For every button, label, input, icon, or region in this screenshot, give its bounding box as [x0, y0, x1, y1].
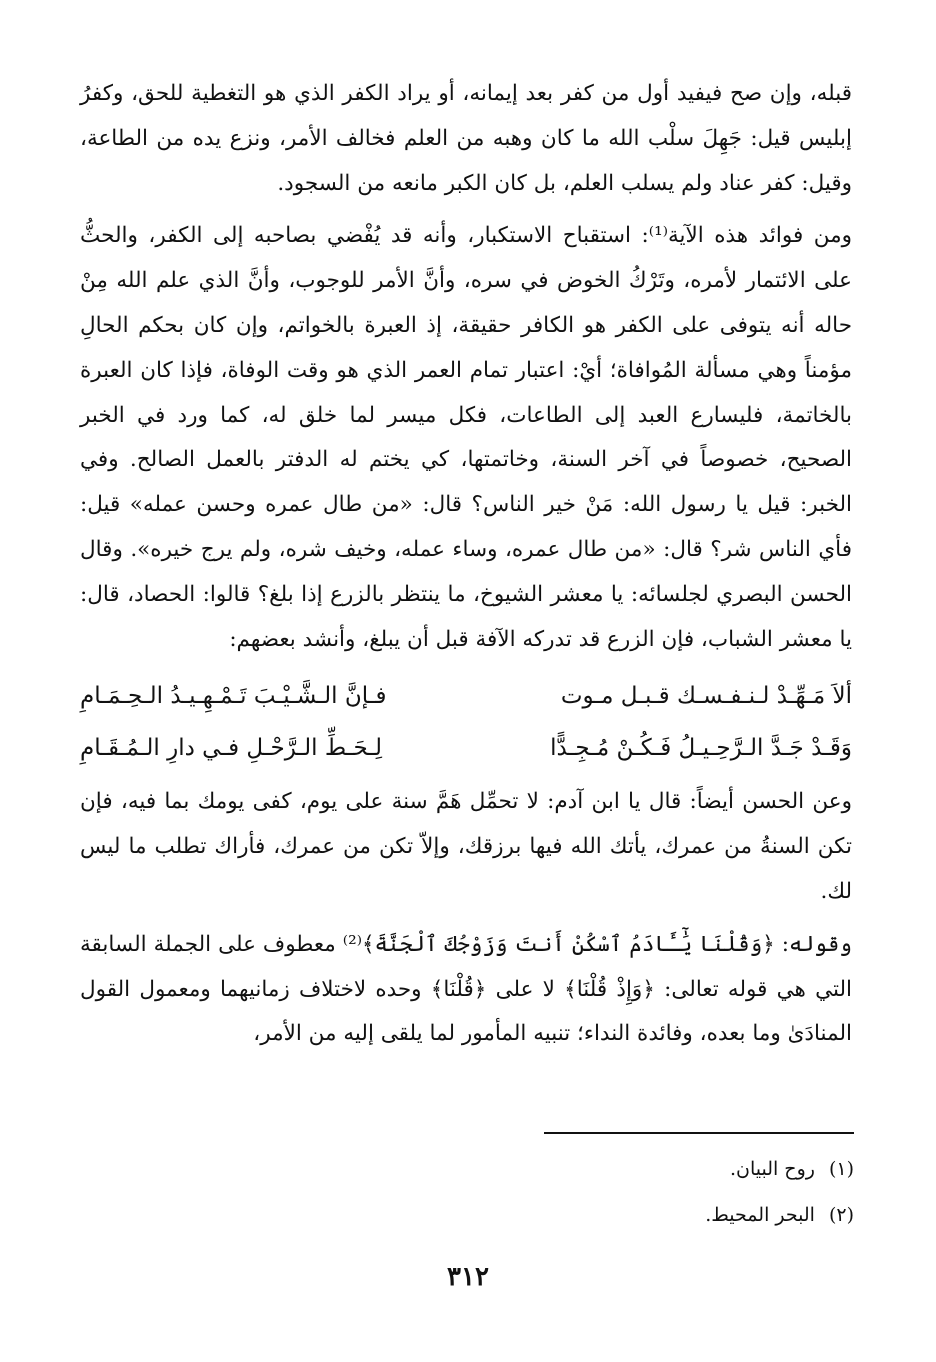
verse-2-first-hemistich: وَقَـدْ جَـدَّ الـرَّحِـيـلُ فَـكُـنْ مُـجِـدًّا: [550, 735, 852, 762]
footnote-2: [254, 1192, 854, 1238]
verse-2-second-hemistich: لِـحَـطِّ الـرَّحْـلِ فـي دارِ الـمُـقَـامِ: [80, 735, 383, 762]
page-body: [80, 72, 852, 1057]
footnote-1-text: روح البيان.: [729, 1158, 815, 1180]
footnote-1: [254, 1146, 854, 1192]
verse-line-1: [80, 670, 852, 722]
verse-line-2: [80, 722, 852, 774]
paragraph-4: وقوله: ﴿وَقُلْنَا يَٰٓـَٔادَمُ ٱسْكُنْ أَنتَ وَزَوْجُكَ ٱلْجَنَّةَ﴾⁽²⁾ معطوف على الجملة السابقة التي هي قوله تعالى: ﴿وَإِذْ قُلْنَا﴾ لا على ﴿قُلْنَا﴾ وحده لاختلاف زمانيهما ومعمول القول المنادَىٰ وما بعده، وفائدة النداء؛ تنبيه المأمور لما يلقى إليه من الأمر،: [80, 931, 852, 1047]
paragraph-3: وعن الحسن أيضاً: قال يا ابن آدم: لا تحمِّل هَمَّ سنة على يوم، كفى يومك بما فيه، فإن تكن السنةُ من عمرك، يأتك الله فيها برزقك، وإلاّ تكن من عمرك، فأراك تطلب ما ليس لك.: [80, 789, 852, 904]
verse-1-second-hemistich: فـإنَّ الـشَّـيْـبَ تَـمْـهِـيـدُ الـحِـمَـامِ: [80, 683, 387, 710]
paragraph-2: ومن فوائد هذه الآية⁽¹⁾: استقباح الاستكبار، وأنه قد يُفْضي بصاحبه إلى الكفر، والحثُّ على الائتمار لأمره، وتَرْكُ الخوض في سره، وأنَّ الأمر للوجوب، وأنَّ الذي علم الله مِنْ حاله أنه يتوفى على الكفر هو الكافر حقيقة، إذ العبرة بالخواتم، وإن كان بحكم الحالِ مؤمناً وهي مسألة المُوافاة؛ أيْ: اعتبار تمام العمر الذي هو وقت الوفاة، فإذا كان العبرة بالخاتمة، فليسارع العبد إلى الطاعات، فكل ميسر لما خلق له، كما ورد في الخبر الصحيح، خصوصاً في آخر السنة، وخاتمتها، كي يختم له الدفتر بالعمل الصالح. وفي الخبر: قيل يا رسول الله: مَنْ خير الناس؟ قال: «من طال عمره وحسن عمله» قيل: فأي الناس شر؟ قال: «من طال عمره، وساء عمله، وخيف شره، ولم يرج خيره». وقال الحسن البصري لجلسائه: يا معشر الشيوخ، ما ينتظر بالزرع إذا بلغ؟ قالوا: الحصاد، قال: يا معشر الشباب، فإن الزرع قد تدركه الآفة قبل أن يبلغ، وأنشد بعضهم:: [80, 223, 853, 652]
footnote-separator: [544, 1132, 854, 1134]
footnotes: [254, 1146, 854, 1238]
footnote-2-text: البحر المحيط.: [705, 1204, 815, 1226]
footnote-2-number: (٢): [828, 1204, 854, 1226]
verse-1-first-hemistich: ألاَ مَـهِّـدْ لـنـفـسـك قـبـل مـوت: [560, 683, 852, 710]
page-number: ٣١٢: [447, 1262, 489, 1292]
paragraph-1: قبله، وإن صح فيفيد أول من كفر بعد إيمانه، أو يراد الكفر الذي هو التغطية للحق، وكفرُ إبليس قيل: جَهِلَ سلْب الله ما كان وهبه من العلم فخالف الأمر، ونزع يده من الطاعة، وقيل: كفر عناد ولم يسلب العلم، بل كان الكبر مانعه من السجود.: [80, 81, 852, 196]
footnote-1-number: (١): [828, 1158, 854, 1180]
poem-verse: [80, 670, 852, 774]
